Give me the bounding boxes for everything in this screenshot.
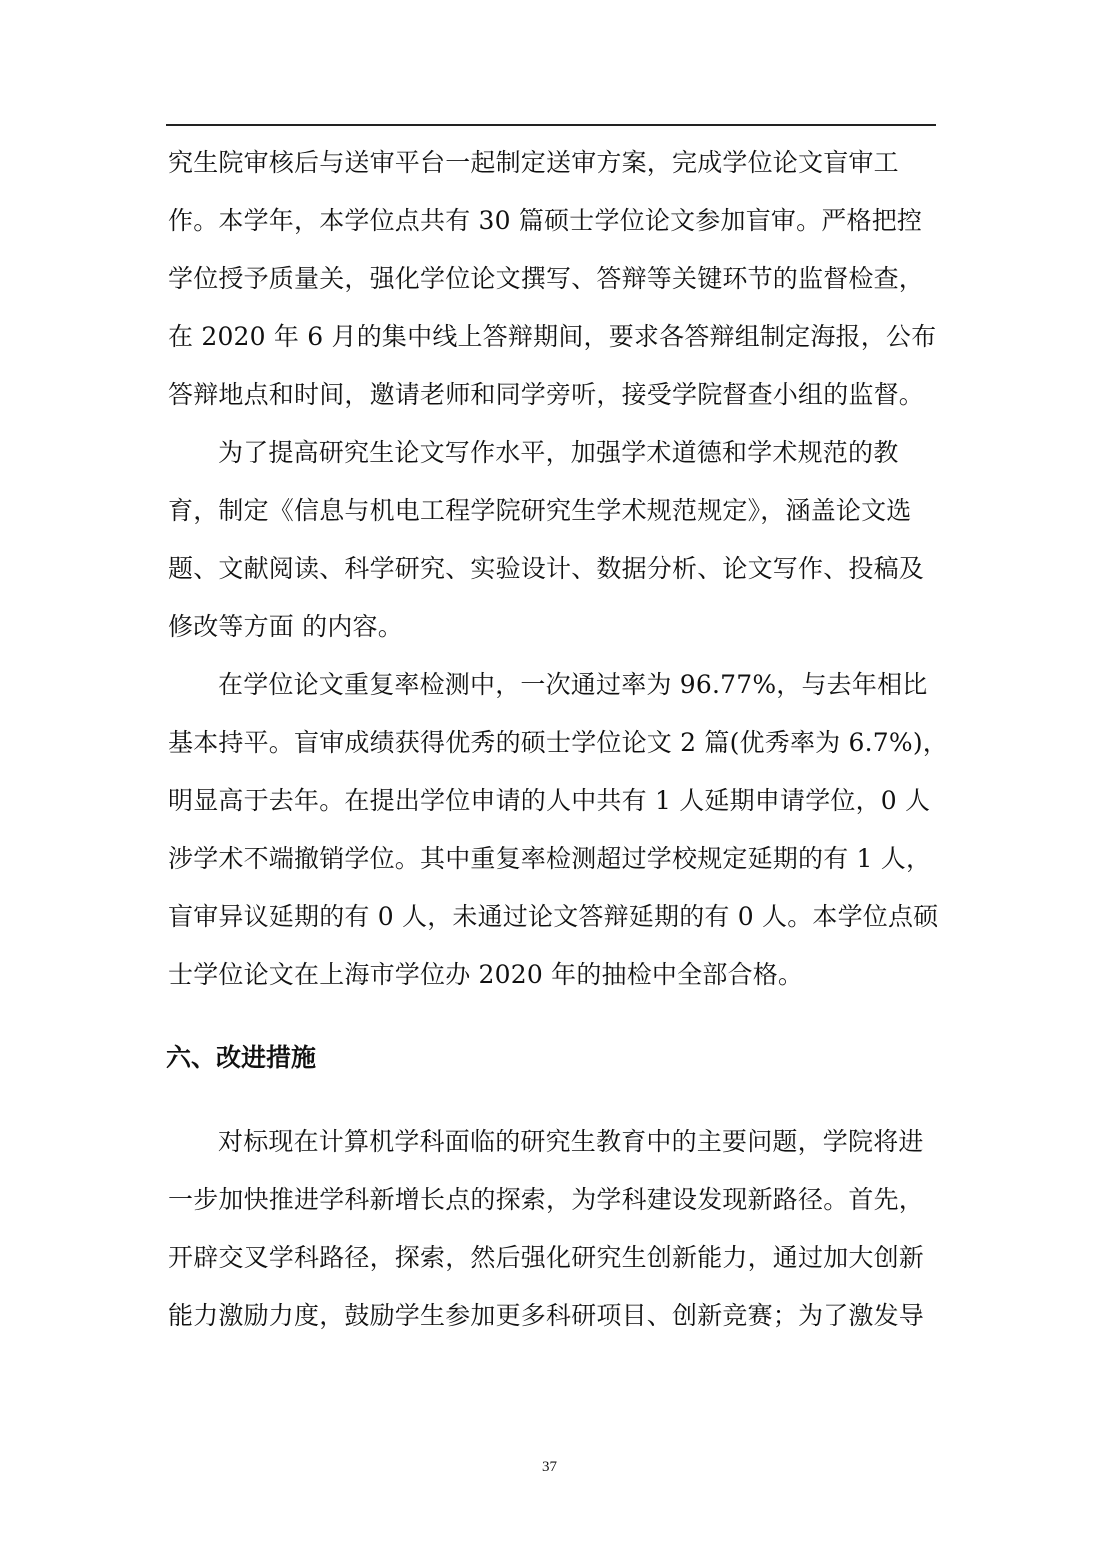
header-rule (166, 124, 936, 126)
text-line: 对标现在计算机学科面临的研究生教育中的主要问题，学院将进 (218, 1127, 924, 1156)
text-line: 在学位论文重复率检测中，一次通过率为 96.77%，与去年相比 (218, 670, 928, 699)
text-line: 一步加快推进学科新增长点的探索，为学科建设发现新路径。首先， (168, 1185, 925, 1214)
text-line: 为了提高研究生论文写作水平，加强学术道德和学术规范的教 (218, 438, 899, 467)
page-number: 37 (542, 1459, 557, 1475)
section-heading: 六、改进措施 (166, 1043, 317, 1072)
text-line: 究生院审核后与送审平台一起制定送审方案，完成学位论文盲审工 (168, 148, 899, 177)
text-line: 学位授予质量关，强化学位论文撰写、答辩等关键环节的监督检查， (168, 264, 925, 293)
text-line: 开辟交叉学科路径，探索，然后强化研究生创新能力，通过加大创新 (168, 1243, 925, 1272)
text-line: 能力激励力度，鼓励学生参加更多科研项目、创新竞赛；为了激发导 (168, 1301, 925, 1330)
text-line: 题、文献阅读、科学研究、实验设计、数据分析、论文写作、投稿及 (168, 554, 925, 583)
text-line: 在 2020 年 6 月的集中线上答辩期间，要求各答辩组制定海报，公布 (168, 322, 937, 351)
text-line: 明显高于去年。在提出学位申请的人中共有 1 人延期申请学位，0 人 (168, 786, 931, 815)
text-line: 答辩地点和时间，邀请老师和同学旁听，接受学院督查小组的监督。 (168, 380, 925, 409)
text-line: 盲审异议延期的有 0 人，未通过论文答辩延期的有 0 人。本学位点硕 (168, 902, 939, 931)
text-line: 基本持平。盲审成绩获得优秀的硕士学位论文 2 篇(优秀率为 6.7%)， (168, 728, 948, 757)
text-line: 涉学术不端撤销学位。其中重复率检测超过学校规定延期的有 1 人， (168, 844, 932, 873)
text-line: 士学位论文在上海市学位办 2020 年的抽检中全部合格。 (168, 960, 804, 989)
text-line: 修改等方面 的内容。 (168, 612, 403, 641)
text-line: 作。本学年，本学位点共有 30 篇硕士学位论文参加盲审。严格把控 (168, 206, 923, 235)
text-line: 育，制定《信息与机电工程学院研究生学术规范规定》，涵盖论文选 (168, 496, 912, 525)
